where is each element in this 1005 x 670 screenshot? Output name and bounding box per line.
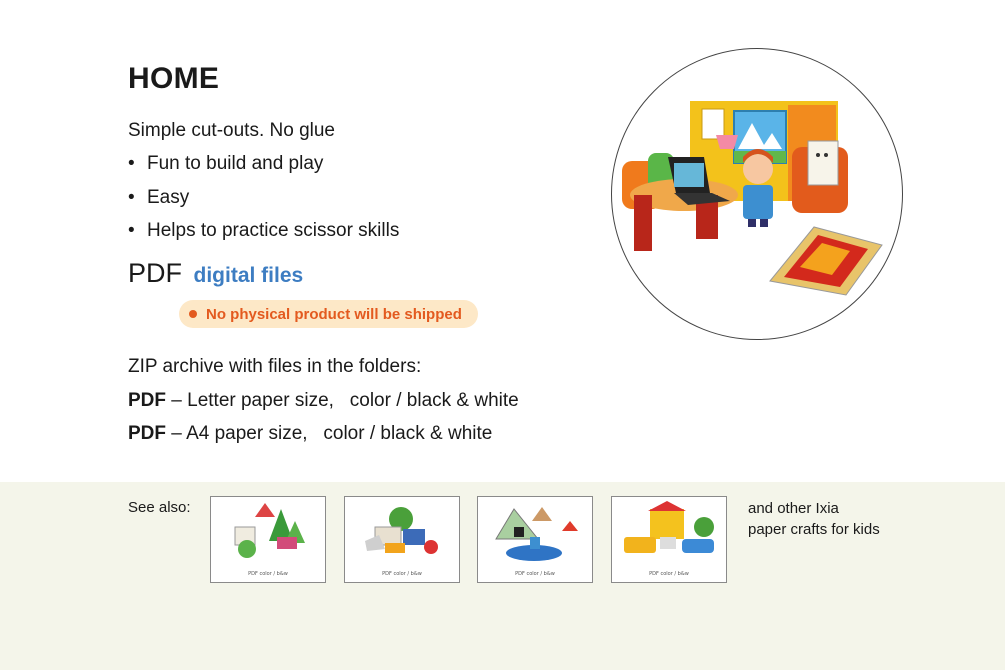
other-crafts-note [748, 498, 880, 540]
zip-intro: ZIP archive with files in the folders: [128, 356, 422, 377]
file-line-letter: PDF – Letter paper size, color / black & white [128, 390, 519, 411]
thumb-caption: PDF color / b&w [515, 571, 555, 577]
thumb-jungle-craft[interactable] [344, 496, 460, 583]
thumb-caption: PDF color / b&w [382, 571, 422, 577]
format-heading [128, 258, 303, 289]
product-hero-image [611, 48, 903, 340]
product-title: HOME [128, 62, 220, 95]
feature-item: • Helps to practice scissor skills [128, 219, 399, 253]
file-line-a4: PDF – A4 paper size, color / black & white [128, 423, 493, 444]
thumb-camping-craft[interactable] [477, 496, 593, 583]
other-crafts-line: paper crafts for kids [748, 521, 880, 538]
forest-craft-image [211, 497, 325, 582]
camping-craft-image [478, 497, 592, 582]
bullet-icon: • [128, 220, 135, 241]
format-accent: digital files [193, 264, 304, 287]
thumb-forest-craft[interactable] [210, 496, 326, 583]
shipping-notice-badge [179, 300, 478, 328]
product-intro: Simple cut-outs. No glue [128, 120, 335, 141]
thumb-caption: PDF color / b&w [649, 571, 689, 577]
format-label: PDF [128, 258, 182, 288]
bullet-icon: • [128, 153, 135, 174]
notice-text: No physical product will be shipped [206, 305, 462, 323]
feature-item: • Easy [128, 186, 399, 220]
feature-item: • Fun to build and play [128, 152, 399, 186]
thumb-town-craft[interactable] [611, 496, 727, 583]
dot-icon [189, 310, 197, 318]
thumb-caption: PDF color / b&w [248, 571, 288, 577]
feature-list [128, 152, 399, 253]
other-crafts-line: and other Ixia [748, 500, 839, 517]
jungle-craft-image [345, 497, 459, 582]
paper-room-illustration [612, 49, 902, 339]
town-craft-image [612, 497, 726, 582]
see-also-label: See also: [128, 499, 191, 516]
bullet-icon: • [128, 186, 135, 208]
